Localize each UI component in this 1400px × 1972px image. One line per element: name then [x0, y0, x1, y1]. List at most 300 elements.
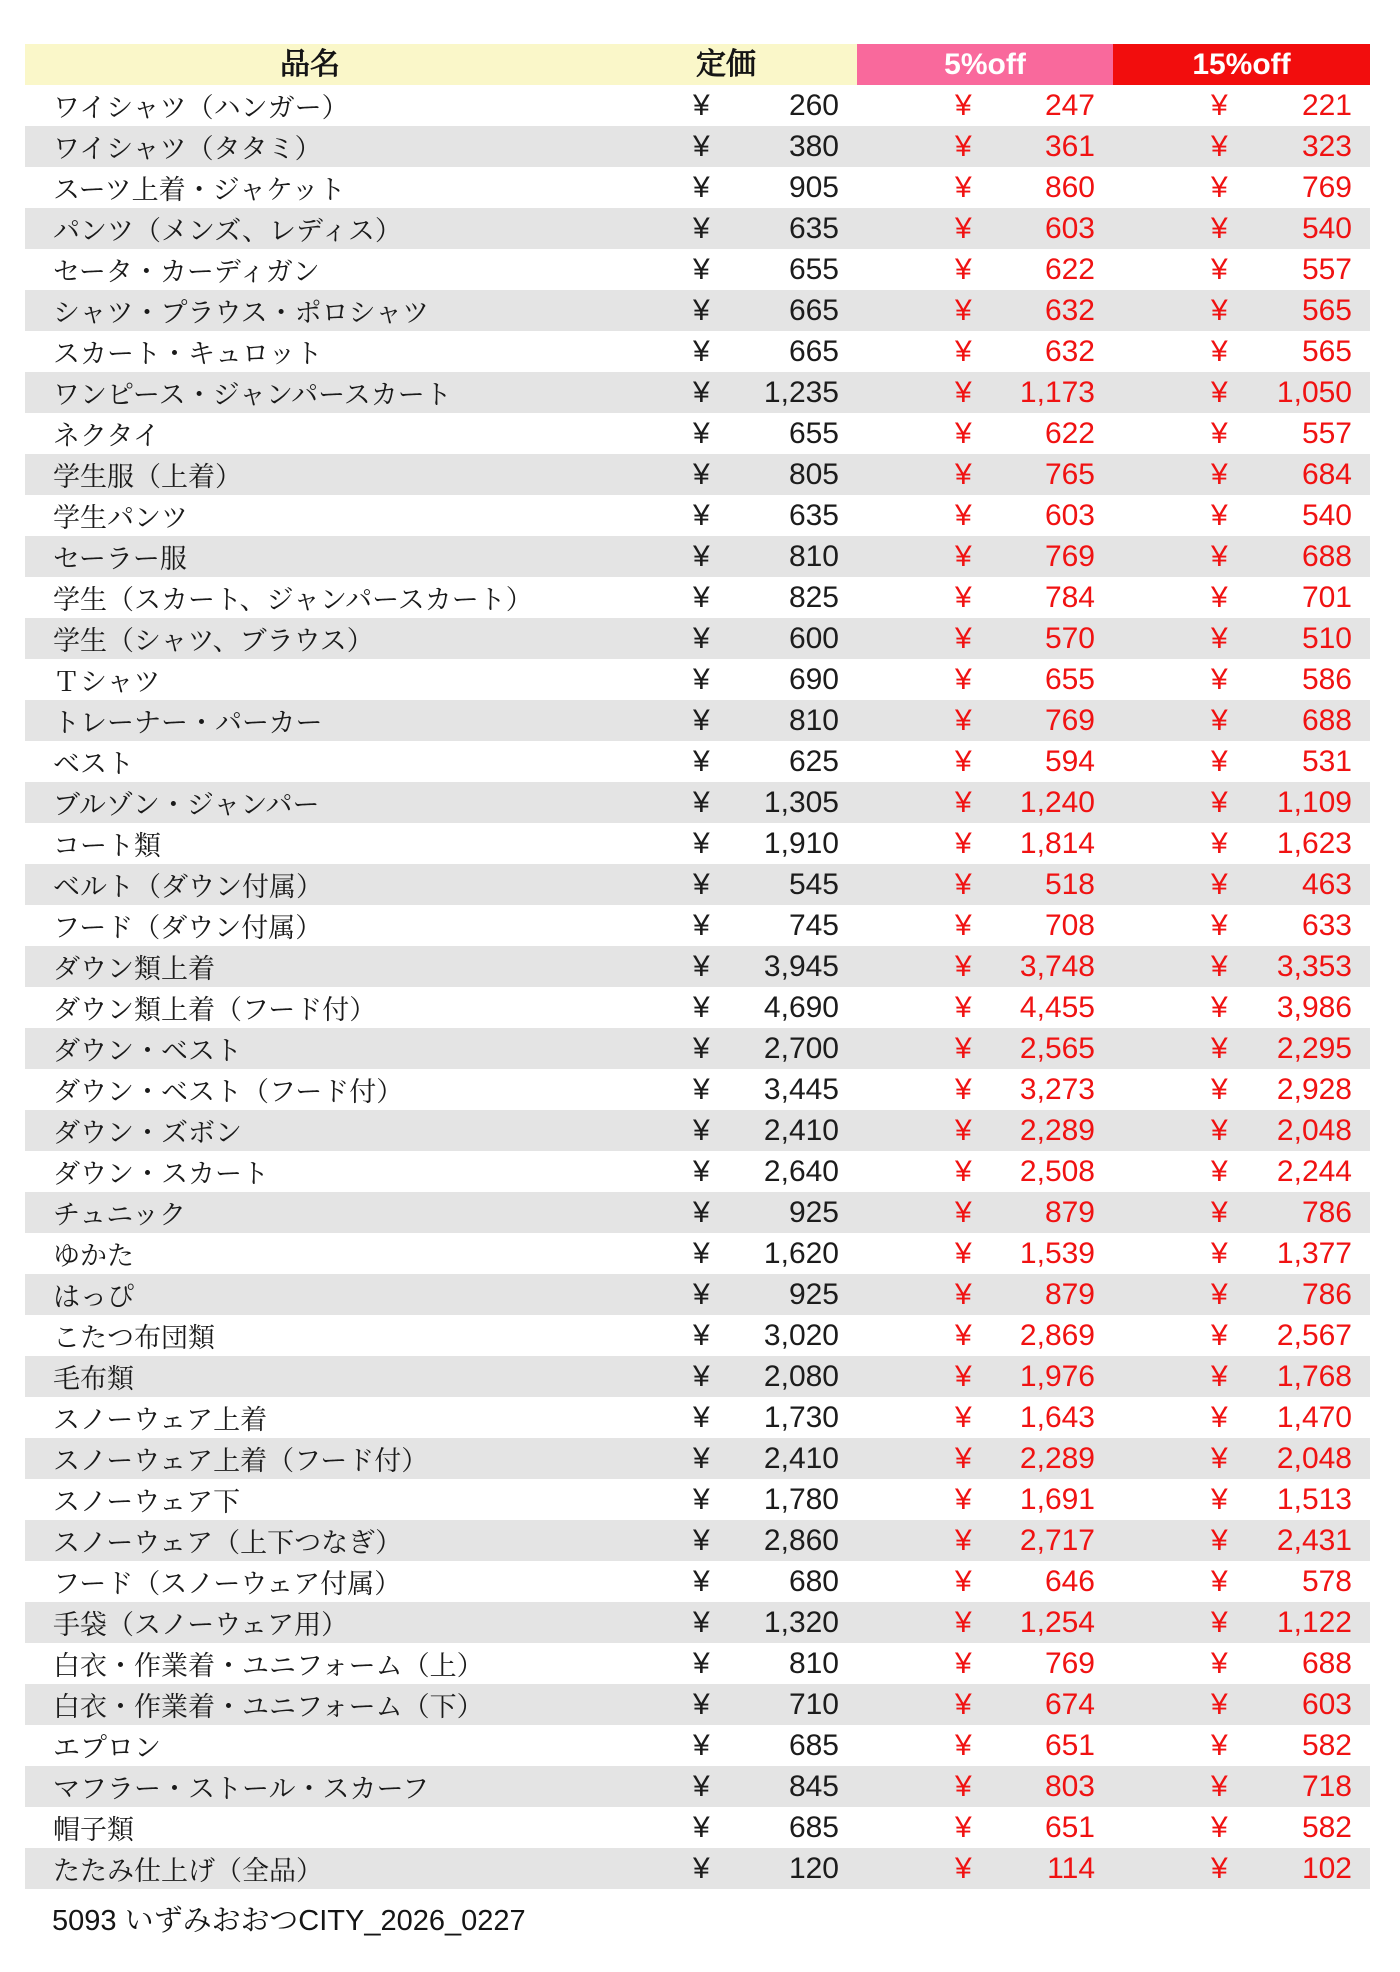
price-15off-value: 1,050 — [1276, 375, 1352, 409]
yen-symbol: ¥ — [693, 293, 710, 327]
regular-price-cell — [595, 946, 857, 987]
regular-price-cell — [595, 1766, 857, 1807]
yen-symbol: ¥ — [1211, 990, 1228, 1024]
yen-symbol: ¥ — [955, 170, 972, 204]
yen-symbol: ¥ — [693, 375, 710, 409]
yen-symbol: ¥ — [1211, 785, 1228, 819]
regular-price-cell — [595, 577, 857, 618]
regular-price-cell — [595, 1356, 857, 1397]
price-5off-value: 651 — [1044, 1728, 1095, 1762]
price-5off-value: 603 — [1044, 211, 1095, 245]
yen-symbol: ¥ — [955, 334, 972, 368]
yen-symbol: ¥ — [955, 1687, 972, 1721]
price-15off-cell — [1113, 1807, 1370, 1848]
table-row — [25, 1233, 1370, 1274]
regular-price-cell — [595, 700, 857, 741]
table-row — [25, 1602, 1370, 1643]
yen-symbol: ¥ — [955, 1236, 972, 1270]
yen-symbol: ¥ — [955, 1154, 972, 1188]
regular-price-value: 380 — [788, 129, 839, 163]
item-name: ダウン類上着（フード付） — [53, 995, 377, 1025]
price-5off-cell — [857, 126, 1113, 167]
table-row — [25, 1766, 1370, 1807]
table-row — [25, 1151, 1370, 1192]
price-5off-value: 1,643 — [1019, 1400, 1095, 1434]
price-5off-cell — [857, 700, 1113, 741]
price-15off-cell — [1113, 454, 1370, 495]
item-name: はっぴ — [53, 1282, 134, 1312]
item-name: スノーウェア下 — [53, 1487, 241, 1517]
regular-price-cell — [595, 1643, 857, 1684]
yen-symbol: ¥ — [955, 1605, 972, 1639]
yen-symbol: ¥ — [693, 1318, 710, 1352]
price-5off-cell — [857, 167, 1113, 208]
regular-price-cell — [595, 331, 857, 372]
regular-price-cell — [595, 208, 857, 249]
yen-symbol: ¥ — [693, 1482, 710, 1516]
price-15off-cell — [1113, 1151, 1370, 1192]
price-15off-cell — [1113, 249, 1370, 290]
price-5off-value: 632 — [1044, 334, 1095, 368]
price-5off-cell — [857, 1110, 1113, 1151]
header-regular-price: 定価 — [595, 44, 857, 85]
price-5off-cell — [857, 1766, 1113, 1807]
regular-price-value: 4,690 — [763, 990, 839, 1024]
yen-symbol: ¥ — [955, 990, 972, 1024]
yen-symbol: ¥ — [1211, 1851, 1228, 1885]
table-row — [25, 659, 1370, 700]
table-row — [25, 1725, 1370, 1766]
table-row — [25, 208, 1370, 249]
item-name: 手袋（スノーウェア用） — [53, 1610, 349, 1640]
regular-price-value: 635 — [788, 211, 839, 245]
regular-price-cell — [595, 372, 857, 413]
table-row — [25, 372, 1370, 413]
price-5off-value: 594 — [1044, 744, 1095, 778]
price-5off-value: 769 — [1044, 1646, 1095, 1680]
table-row — [25, 1069, 1370, 1110]
price-5off-value: 1,254 — [1019, 1605, 1095, 1639]
price-15off-value: 688 — [1301, 703, 1352, 737]
price-15off-value: 565 — [1301, 293, 1352, 327]
price-5off-cell — [857, 495, 1113, 536]
yen-symbol: ¥ — [1211, 88, 1228, 122]
yen-symbol: ¥ — [1211, 375, 1228, 409]
table-row — [25, 1028, 1370, 1069]
price-5off-value: 784 — [1044, 580, 1095, 614]
yen-symbol: ¥ — [955, 785, 972, 819]
price-15off-value: 582 — [1301, 1728, 1352, 1762]
price-15off-cell — [1113, 741, 1370, 782]
table-row — [25, 1520, 1370, 1561]
price-table — [25, 44, 1370, 1889]
regular-price-value: 685 — [788, 1810, 839, 1844]
price-15off-cell — [1113, 1110, 1370, 1151]
yen-symbol: ¥ — [1211, 498, 1228, 532]
price-15off-cell — [1113, 987, 1370, 1028]
table-row — [25, 1807, 1370, 1848]
price-5off-cell — [857, 823, 1113, 864]
price-15off-value: 718 — [1301, 1769, 1352, 1803]
price-5off-value: 2,717 — [1019, 1523, 1095, 1557]
price-15off-cell — [1113, 1069, 1370, 1110]
item-name: ブルゾン・ジャンパー — [53, 790, 320, 820]
price-5off-cell — [857, 864, 1113, 905]
price-15off-cell — [1113, 1438, 1370, 1479]
yen-symbol: ¥ — [693, 1605, 710, 1639]
yen-symbol: ¥ — [693, 1810, 710, 1844]
item-name: セータ・カーディガン — [53, 257, 320, 287]
yen-symbol: ¥ — [1211, 457, 1228, 491]
price-5off-value: 1,691 — [1019, 1482, 1095, 1516]
price-5off-value: 879 — [1044, 1195, 1095, 1229]
price-5off-value: 646 — [1044, 1564, 1095, 1598]
regular-price-value: 825 — [788, 580, 839, 614]
item-name: ダウン類上着 — [53, 954, 215, 984]
yen-symbol: ¥ — [1211, 1441, 1228, 1475]
price-15off-value: 1,623 — [1276, 826, 1352, 860]
price-5off-cell — [857, 1397, 1113, 1438]
price-15off-cell — [1113, 1725, 1370, 1766]
yen-symbol: ¥ — [693, 990, 710, 1024]
price-5off-cell — [857, 1848, 1113, 1889]
price-15off-cell — [1113, 823, 1370, 864]
regular-price-cell — [595, 167, 857, 208]
regular-price-cell — [595, 659, 857, 700]
regular-price-value: 2,080 — [763, 1359, 839, 1393]
regular-price-cell — [595, 1110, 857, 1151]
price-5off-value: 114 — [1047, 1851, 1095, 1885]
item-name: フード（ダウン付属） — [53, 913, 323, 943]
item-name: ダウン・ベスト（フード付） — [53, 1077, 404, 1107]
price-5off-cell — [857, 249, 1113, 290]
yen-symbol: ¥ — [693, 1113, 710, 1147]
price-15off-value: 633 — [1301, 908, 1352, 942]
yen-symbol: ¥ — [955, 293, 972, 327]
yen-symbol: ¥ — [955, 88, 972, 122]
price-5off-cell — [857, 1356, 1113, 1397]
price-15off-value: 323 — [1301, 129, 1352, 163]
item-name: スーツ上着・ジャケット — [53, 175, 346, 205]
price-15off-cell — [1113, 1479, 1370, 1520]
price-15off-value: 3,353 — [1276, 949, 1352, 983]
price-15off-cell — [1113, 700, 1370, 741]
regular-price-value: 1,305 — [763, 785, 839, 819]
price-5off-value: 1,539 — [1019, 1236, 1095, 1270]
table-row — [25, 126, 1370, 167]
price-15off-value: 510 — [1301, 621, 1352, 655]
price-15off-cell — [1113, 1520, 1370, 1561]
yen-symbol: ¥ — [955, 1400, 972, 1434]
yen-symbol: ¥ — [693, 621, 710, 655]
regular-price-value: 625 — [788, 744, 839, 778]
price-5off-cell — [857, 1520, 1113, 1561]
price-5off-value: 622 — [1044, 416, 1095, 450]
price-15off-cell — [1113, 905, 1370, 946]
yen-symbol: ¥ — [1211, 211, 1228, 245]
regular-price-cell — [595, 126, 857, 167]
regular-price-cell — [595, 495, 857, 536]
table-row — [25, 1848, 1370, 1889]
regular-price-value: 925 — [788, 1195, 839, 1229]
price-5off-cell — [857, 372, 1113, 413]
regular-price-cell — [595, 249, 857, 290]
regular-price-value: 810 — [788, 1646, 839, 1680]
yen-symbol: ¥ — [955, 1195, 972, 1229]
price-15off-value: 2,928 — [1276, 1072, 1352, 1106]
price-5off-cell — [857, 290, 1113, 331]
regular-price-cell — [595, 1151, 857, 1192]
price-15off-cell — [1113, 1848, 1370, 1889]
table-row — [25, 249, 1370, 290]
price-5off-value: 1,173 — [1019, 375, 1095, 409]
price-5off-value: 655 — [1044, 662, 1095, 696]
yen-symbol: ¥ — [693, 1236, 710, 1270]
yen-symbol: ¥ — [693, 867, 710, 901]
footer-code: 5093 いずみおおつCITY_2026_0227 — [52, 1905, 526, 1937]
table-row — [25, 618, 1370, 659]
yen-symbol: ¥ — [1211, 1728, 1228, 1762]
price-15off-value: 2,295 — [1276, 1031, 1352, 1065]
yen-symbol: ¥ — [955, 1769, 972, 1803]
price-5off-cell — [857, 659, 1113, 700]
yen-symbol: ¥ — [955, 416, 972, 450]
price-15off-cell — [1113, 1397, 1370, 1438]
yen-symbol: ¥ — [955, 498, 972, 532]
regular-price-value: 690 — [788, 662, 839, 696]
price-15off-value: 786 — [1301, 1195, 1352, 1229]
regular-price-value: 665 — [788, 334, 839, 368]
price-15off-cell — [1113, 1684, 1370, 1725]
price-15off-cell — [1113, 126, 1370, 167]
price-5off-value: 2,869 — [1019, 1318, 1095, 1352]
yen-symbol: ¥ — [693, 1195, 710, 1229]
item-name: 白衣・作業着・ユニフォーム（上） — [53, 1651, 484, 1681]
price-15off-value: 1,768 — [1276, 1359, 1352, 1393]
price-15off-cell — [1113, 331, 1370, 372]
yen-symbol: ¥ — [955, 1359, 972, 1393]
price-15off-value: 701 — [1301, 580, 1352, 614]
price-15off-value: 1,377 — [1276, 1236, 1352, 1270]
yen-symbol: ¥ — [1211, 580, 1228, 614]
price-5off-cell — [857, 1643, 1113, 1684]
yen-symbol: ¥ — [955, 1482, 972, 1516]
price-15off-value: 586 — [1301, 662, 1352, 696]
regular-price-value: 2,640 — [763, 1154, 839, 1188]
yen-symbol: ¥ — [955, 621, 972, 655]
yen-symbol: ¥ — [955, 744, 972, 778]
table-row — [25, 495, 1370, 536]
price-5off-value: 2,565 — [1019, 1031, 1095, 1065]
regular-price-value: 2,860 — [763, 1523, 839, 1557]
price-5off-value: 860 — [1044, 170, 1095, 204]
price-5off-value: 879 — [1044, 1277, 1095, 1311]
price-5off-value: 622 — [1044, 252, 1095, 286]
yen-symbol: ¥ — [955, 580, 972, 614]
price-5off-value: 570 — [1044, 621, 1095, 655]
price-5off-value: 2,289 — [1019, 1113, 1095, 1147]
item-name: ゆかた — [53, 1241, 134, 1271]
yen-symbol: ¥ — [693, 88, 710, 122]
yen-symbol: ¥ — [1211, 662, 1228, 696]
price-15off-value: 540 — [1301, 211, 1352, 245]
regular-price-cell — [595, 741, 857, 782]
table-row — [25, 741, 1370, 782]
price-5off-cell — [857, 1028, 1113, 1069]
item-name: パンツ（メンズ、レディス） — [53, 216, 402, 246]
yen-symbol: ¥ — [1211, 1113, 1228, 1147]
yen-symbol: ¥ — [955, 1441, 972, 1475]
price-5off-value: 4,455 — [1019, 990, 1095, 1024]
item-name: Ｔシャツ — [53, 667, 161, 697]
yen-symbol: ¥ — [693, 498, 710, 532]
yen-symbol: ¥ — [1211, 1154, 1228, 1188]
price-15off-value: 578 — [1301, 1564, 1352, 1598]
table-row — [25, 1438, 1370, 1479]
price-5off-cell — [857, 1807, 1113, 1848]
yen-symbol: ¥ — [1211, 539, 1228, 573]
price-5off-cell — [857, 1233, 1113, 1274]
price-5off-cell — [857, 331, 1113, 372]
yen-symbol: ¥ — [693, 662, 710, 696]
price-15off-value: 2,567 — [1276, 1318, 1352, 1352]
price-5off-cell — [857, 1438, 1113, 1479]
table-row — [25, 413, 1370, 454]
price-15off-value: 3,986 — [1276, 990, 1352, 1024]
item-name: 帽子類 — [53, 1815, 134, 1845]
table-row — [25, 1274, 1370, 1315]
yen-symbol: ¥ — [693, 1154, 710, 1188]
yen-symbol: ¥ — [1211, 1277, 1228, 1311]
table-row — [25, 1684, 1370, 1725]
regular-price-value: 1,910 — [763, 826, 839, 860]
regular-price-value: 655 — [788, 416, 839, 450]
table-row — [25, 290, 1370, 331]
price-5off-cell — [857, 1602, 1113, 1643]
item-name: チュニック — [53, 1200, 187, 1230]
yen-symbol: ¥ — [693, 703, 710, 737]
price-15off-value: 1,513 — [1276, 1482, 1352, 1516]
yen-symbol: ¥ — [955, 1523, 972, 1557]
price-15off-cell — [1113, 1192, 1370, 1233]
price-15off-value: 1,470 — [1276, 1400, 1352, 1434]
yen-symbol: ¥ — [693, 1769, 710, 1803]
price-15off-value: 688 — [1301, 539, 1352, 573]
price-5off-value: 765 — [1044, 457, 1095, 491]
price-15off-cell — [1113, 864, 1370, 905]
regular-price-value: 260 — [788, 88, 839, 122]
table-row — [25, 987, 1370, 1028]
regular-price-value: 3,445 — [763, 1072, 839, 1106]
regular-price-cell — [595, 905, 857, 946]
yen-symbol: ¥ — [693, 1523, 710, 1557]
yen-symbol: ¥ — [693, 1851, 710, 1885]
table-row — [25, 1479, 1370, 1520]
regular-price-cell — [595, 618, 857, 659]
price-15off-value: 1,122 — [1276, 1605, 1352, 1639]
yen-symbol: ¥ — [1211, 867, 1228, 901]
regular-price-cell — [595, 1274, 857, 1315]
price-5off-value: 674 — [1044, 1687, 1095, 1721]
price-15off-cell — [1113, 167, 1370, 208]
regular-price-cell — [595, 1397, 857, 1438]
item-name: 学生服（上着） — [53, 462, 242, 492]
price-15off-value: 557 — [1301, 252, 1352, 286]
regular-price-cell — [595, 782, 857, 823]
price-15off-cell — [1113, 413, 1370, 454]
yen-symbol: ¥ — [1211, 293, 1228, 327]
table-row — [25, 946, 1370, 987]
yen-symbol: ¥ — [955, 867, 972, 901]
price-5off-cell — [857, 987, 1113, 1028]
table-row — [25, 85, 1370, 126]
yen-symbol: ¥ — [1211, 1687, 1228, 1721]
item-name: ベスト — [53, 749, 134, 779]
price-15off-value: 2,048 — [1276, 1113, 1352, 1147]
yen-symbol: ¥ — [693, 908, 710, 942]
price-15off-cell — [1113, 372, 1370, 413]
price-15off-value: 684 — [1301, 457, 1352, 491]
regular-price-cell — [595, 823, 857, 864]
regular-price-value: 1,730 — [763, 1400, 839, 1434]
price-5off-value: 803 — [1044, 1769, 1095, 1803]
regular-price-cell — [595, 413, 857, 454]
yen-symbol: ¥ — [693, 334, 710, 368]
regular-price-value: 710 — [788, 1687, 839, 1721]
yen-symbol: ¥ — [693, 457, 710, 491]
table-row — [25, 454, 1370, 495]
yen-symbol: ¥ — [1211, 949, 1228, 983]
item-name: スノーウェア（上下つなぎ） — [53, 1528, 403, 1558]
price-5off-cell — [857, 85, 1113, 126]
regular-price-cell — [595, 536, 857, 577]
regular-price-value: 1,235 — [763, 375, 839, 409]
table-row — [25, 700, 1370, 741]
price-15off-cell — [1113, 946, 1370, 987]
yen-symbol: ¥ — [955, 539, 972, 573]
table-row — [25, 1643, 1370, 1684]
table-row — [25, 782, 1370, 823]
item-name: スノーウェア上着（フード付） — [53, 1446, 429, 1476]
yen-symbol: ¥ — [955, 1646, 972, 1680]
regular-price-value: 120 — [788, 1851, 839, 1885]
price-5off-cell — [857, 1315, 1113, 1356]
price-5off-value: 3,273 — [1019, 1072, 1095, 1106]
regular-price-cell — [595, 1602, 857, 1643]
price-15off-value: 102 — [1301, 1851, 1352, 1885]
price-5off-cell — [857, 1192, 1113, 1233]
yen-symbol: ¥ — [1211, 703, 1228, 737]
regular-price-cell — [595, 864, 857, 905]
price-15off-cell — [1113, 782, 1370, 823]
price-5off-value: 651 — [1044, 1810, 1095, 1844]
item-name: 毛布類 — [53, 1364, 134, 1394]
yen-symbol: ¥ — [1211, 1523, 1228, 1557]
regular-price-value: 745 — [788, 908, 839, 942]
price-5off-cell — [857, 1561, 1113, 1602]
yen-symbol: ¥ — [955, 1728, 972, 1762]
regular-price-value: 545 — [788, 867, 839, 901]
price-5off-cell — [857, 1479, 1113, 1520]
regular-price-value: 665 — [788, 293, 839, 327]
yen-symbol: ¥ — [1211, 1195, 1228, 1229]
regular-price-value: 2,700 — [763, 1031, 839, 1065]
table-row — [25, 167, 1370, 208]
yen-symbol: ¥ — [955, 1564, 972, 1598]
regular-price-value: 680 — [788, 1564, 839, 1598]
regular-price-cell — [595, 1807, 857, 1848]
yen-symbol: ¥ — [1211, 1564, 1228, 1598]
